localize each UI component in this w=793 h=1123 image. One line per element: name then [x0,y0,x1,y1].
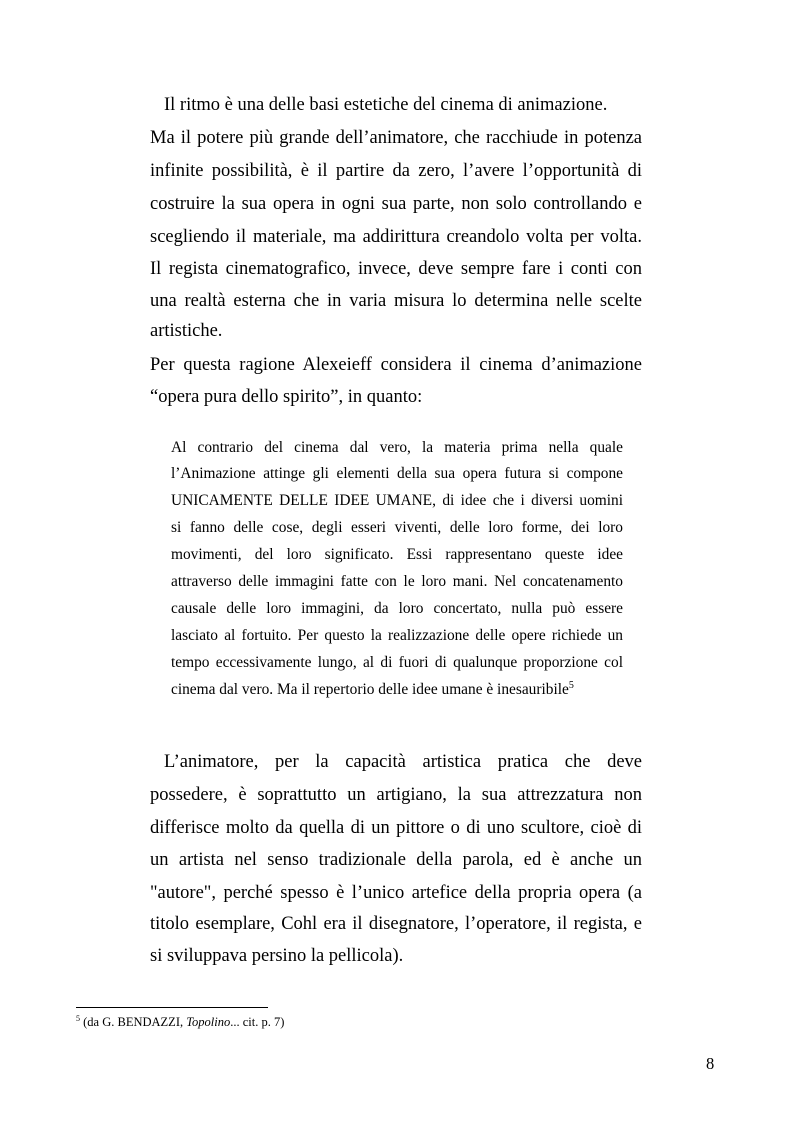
paragraph-4-line: titolo esemplare, Cohl era il disegnatore, l’operatore, il regista, e [150,914,642,934]
paragraph-1-line: Il ritmo è una delle basi estetiche del cinema di animazione. [164,95,608,115]
quote-line: UNICAMENTE DELLE IDEE UMANE, di idee che i diversi uomini [171,492,623,509]
quote-line: l’Animazione attinge gli elementi della sua opera futura si compone [171,465,623,482]
footnote-reference[interactable]: 5 [568,680,574,691]
paragraph-2-line: una realtà esterna che in varia misura lo determina nelle scelte [150,291,642,311]
footnote-suffix: ... cit. p. 7) [230,1015,285,1029]
footnote-title: Topolino [186,1015,231,1029]
paragraph-2-line: infinite possibilità, è il partire da zero, l’avere l’opportunità di [150,161,642,181]
footnote [76,1014,284,1030]
footnote-prefix: (da G. BENDAZZI, [83,1015,187,1029]
quote-line: causale delle loro immagini, da loro concertato, nulla può essere [171,600,623,617]
paragraph-3-line: “opera pura dello spirito”, in quanto: [150,387,423,407]
quote-line: attraverso delle immagini fatte con le loro mani. Nel concatenamento [171,573,623,590]
quote-line: tempo eccessivamente lungo, al di fuori di qualunque proporzione col [171,654,623,671]
paragraph-2-line: Il regista cinematografico, invece, deve sempre fare i conti con [150,259,642,279]
paragraph-2-line: Ma il potere più grande dell’animatore, che racchiude in potenza [150,128,642,148]
paragraph-2-line: costruire la sua opera in ogni sua parte, non solo controllando e [150,194,642,214]
paragraph-4-line: differisce molto da quella di un pittore o di uno scultore, cioè di [150,818,642,838]
paragraph-3-line: Per questa ragione Alexeieff considera il cinema d’animazione [150,355,642,375]
paragraph-4-line: "autore", perché spesso è l’unico artefice della propria opera (a [150,883,642,903]
quote-line: movimenti, del loro significato. Essi rappresentano queste idee [171,546,623,563]
page-number: 8 [706,1054,715,1073]
quote-line: si fanno delle cose, degli esseri viventi, delle loro forme, dei loro [171,519,623,536]
quote-line-text: cinema dal vero. Ma il repertorio delle idee umane è inesauribile [171,681,569,698]
paragraph-4-line: un artista nel senso tradizionale della parola, ed è anche un [150,850,642,870]
paragraph-4-line: possedere, è soprattutto un artigiano, la sua attrezzatura non [150,785,642,805]
paragraph-4-line: si sviluppava persino la pellicola). [150,946,404,966]
paragraph-2-line: scegliendo il materiale, ma addirittura creandolo volta per volta. [150,227,642,247]
quote-line: Al contrario del cinema dal vero, la materia prima nella quale [171,439,623,456]
paragraph-4-line: L’animatore, per la capacità artistica pratica che deve [164,752,642,772]
footnote-number: 5 [76,1014,80,1023]
paragraph-2-line: artistiche. [150,321,223,341]
quote-line [171,681,623,699]
quote-line: lasciato al fortuito. Per questo la realizzazione delle opere richiede un [171,627,623,644]
footnote-separator [76,1007,268,1008]
